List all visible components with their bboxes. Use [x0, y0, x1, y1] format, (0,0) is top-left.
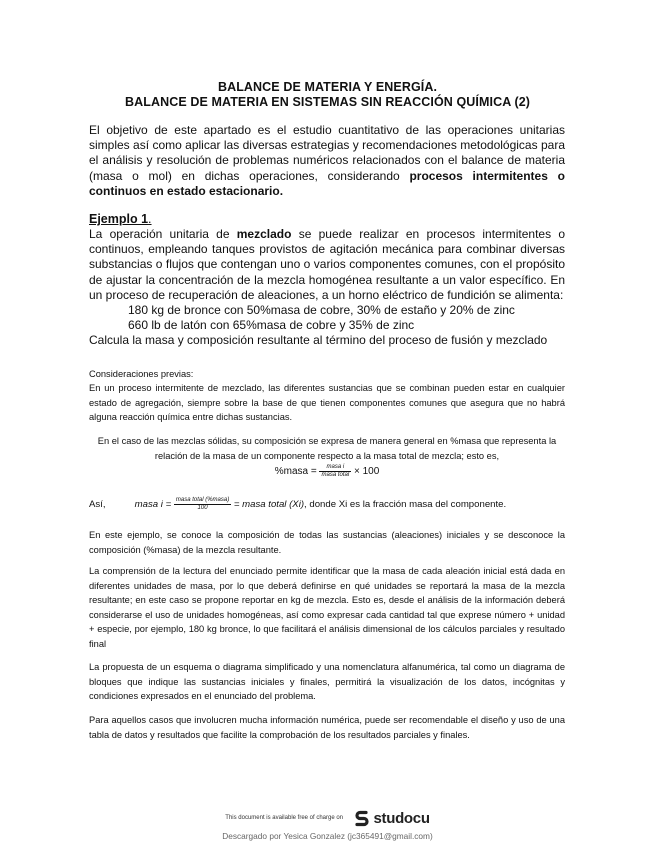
- example-body-text: se puede realizar en procesos intermitentes o continuos, empleando tanques provistos de agitación mecánica para combinar diversas substancias o flujos que contengan uno o varios componentes comunes, con el propósito de ajustar la concentración de la mezcla homogénea resultante a un valor específico. En un proceso de recuperación de aleaciones, a un horno eléctrico de fundición se alimenta:: [89, 227, 566, 302]
- asi-lhs: masa i =: [134, 499, 172, 511]
- formula-fraction: [319, 464, 351, 479]
- example-title: Ejemplo 1: [89, 212, 149, 226]
- formula-rhs: × 100: [353, 466, 380, 478]
- studocu-wordmark: studocu: [373, 809, 430, 827]
- intro-bold-text: procesos intermitentes o continuos en estado estacionario.: [89, 168, 565, 198]
- mass-percent-formula: [89, 464, 565, 480]
- intro-text: El objetivo de este apartado es el estudio cuantitativo de las operaciones unitarias simples así como aplicar las diversas estrategias y recomendaciones metodológicas para el análisis y resolución de problemas numéricos relacionados con el balance de materia (masa o mol) en dichas operaciones, considerando: [89, 123, 565, 183]
- previas-heading: Consideraciones previas:: [89, 369, 194, 379]
- asi-formula-line: [89, 497, 565, 512]
- asi-numerator: masa total (%masa): [175, 497, 230, 503]
- example-bold-word: mezclado: [236, 227, 292, 241]
- asi-label: Así,: [89, 499, 106, 511]
- formula-lhs: %masa =: [274, 466, 317, 478]
- document-title: BALANCE DE MATERIA Y ENERGÍA.: [217, 80, 438, 94]
- availability-text: This document is available free of charge on: [225, 815, 344, 821]
- example-question: Calcula la masa y composición resultante al término del proceso de fusión y mezclado: [89, 333, 548, 348]
- paragraph-diagram: La propuesta de un esquema o diagrama simplificado y una nomenclatura alfanumérica, tal como un diagrama de bloques que indique las sustancias iniciales y finales, permitirá la visualización de los datos, incógnitas y condiciones expresados en el enunciado del problema.: [89, 662, 565, 701]
- example-body: [89, 227, 565, 349]
- paragraph-comprehension: La comprensión de la lectura del enunciado permite identificar que la masa de cada aleación inicial está dada en diferentes unidades de masa, por lo que deberá definirse en qué unidades se reportará la masa de la mezcla resultante; en este caso se propone reportar en kg de mezcla. Esto es, desde el análisis de la información deberá considerarse el uso de unidades homogéneas, así como expresar cada cantidad tal que exprese número + unidad + especie, por ejemplo, 180 kg bronce, lo que facilitará el análisis dimensional de los cálculos parciales y resultado final: [89, 566, 565, 649]
- studocu-logo[interactable]: [353, 809, 429, 827]
- solid-mix-block: [89, 434, 565, 480]
- example-lead: La operación unitaria de: [89, 227, 237, 241]
- asi-tail: , donde Xi es la fracción masa del componente.: [304, 499, 507, 511]
- example-heading: [89, 212, 152, 226]
- studocu-logo-icon: [353, 809, 371, 827]
- asi-denominator: 100: [197, 505, 208, 511]
- solid-mix-text: En el caso de las mezclas sólidas, su composición se expresa de manera general en %masa que representa la relación de la masa de un componente respecto a la masa total de mezcla; esto es,: [97, 436, 557, 461]
- feed-item-laton: 660 lb de latón con 65%masa de cobre y 35% de zinc: [128, 318, 415, 333]
- intro-paragraph: [89, 123, 565, 199]
- paragraph-table: Para aquellos casos que involucren mucha información numérica, puede ser recomendable el diseño y uso de una tabla de datos y resultados que facilite la comprobación de los resultados parciales y finales.: [89, 715, 565, 740]
- example-title-suffix: .: [148, 212, 152, 226]
- formula-numerator: masa i: [319, 464, 351, 472]
- formula-denominator: masa total: [321, 472, 350, 478]
- previas-body: En un proceso intermitente de mezclado, las diferentes sustancias que se combinan pueden estar en cualquier estado de agregación, siempre sobre la base de que tienen componentes comunes que asegura que no habrá alguna reacción química entre dichas sustancias.: [89, 383, 565, 422]
- footer-availability: [0, 809, 655, 829]
- paragraph-composition: En este ejemplo, se conoce la composición de todas las sustancias (aleaciones) iniciales y se desconoce la composición (%masa) de la mezcla resultante.: [89, 530, 565, 555]
- feed-item-bronze: 180 kg de bronce con 50%masa de cobre, 30% de estaño y 20% de zinc: [128, 303, 515, 318]
- document-subtitle: BALANCE DE MATERIA EN SISTEMAS SIN REACCIÓN QUÍMICA (2): [124, 95, 531, 109]
- download-credit: Descargado por Yesica Gonzalez (jc365491@gmail.com): [222, 831, 433, 841]
- asi-fraction: [174, 497, 231, 512]
- asi-rhs: = masa total (Xi): [233, 499, 305, 511]
